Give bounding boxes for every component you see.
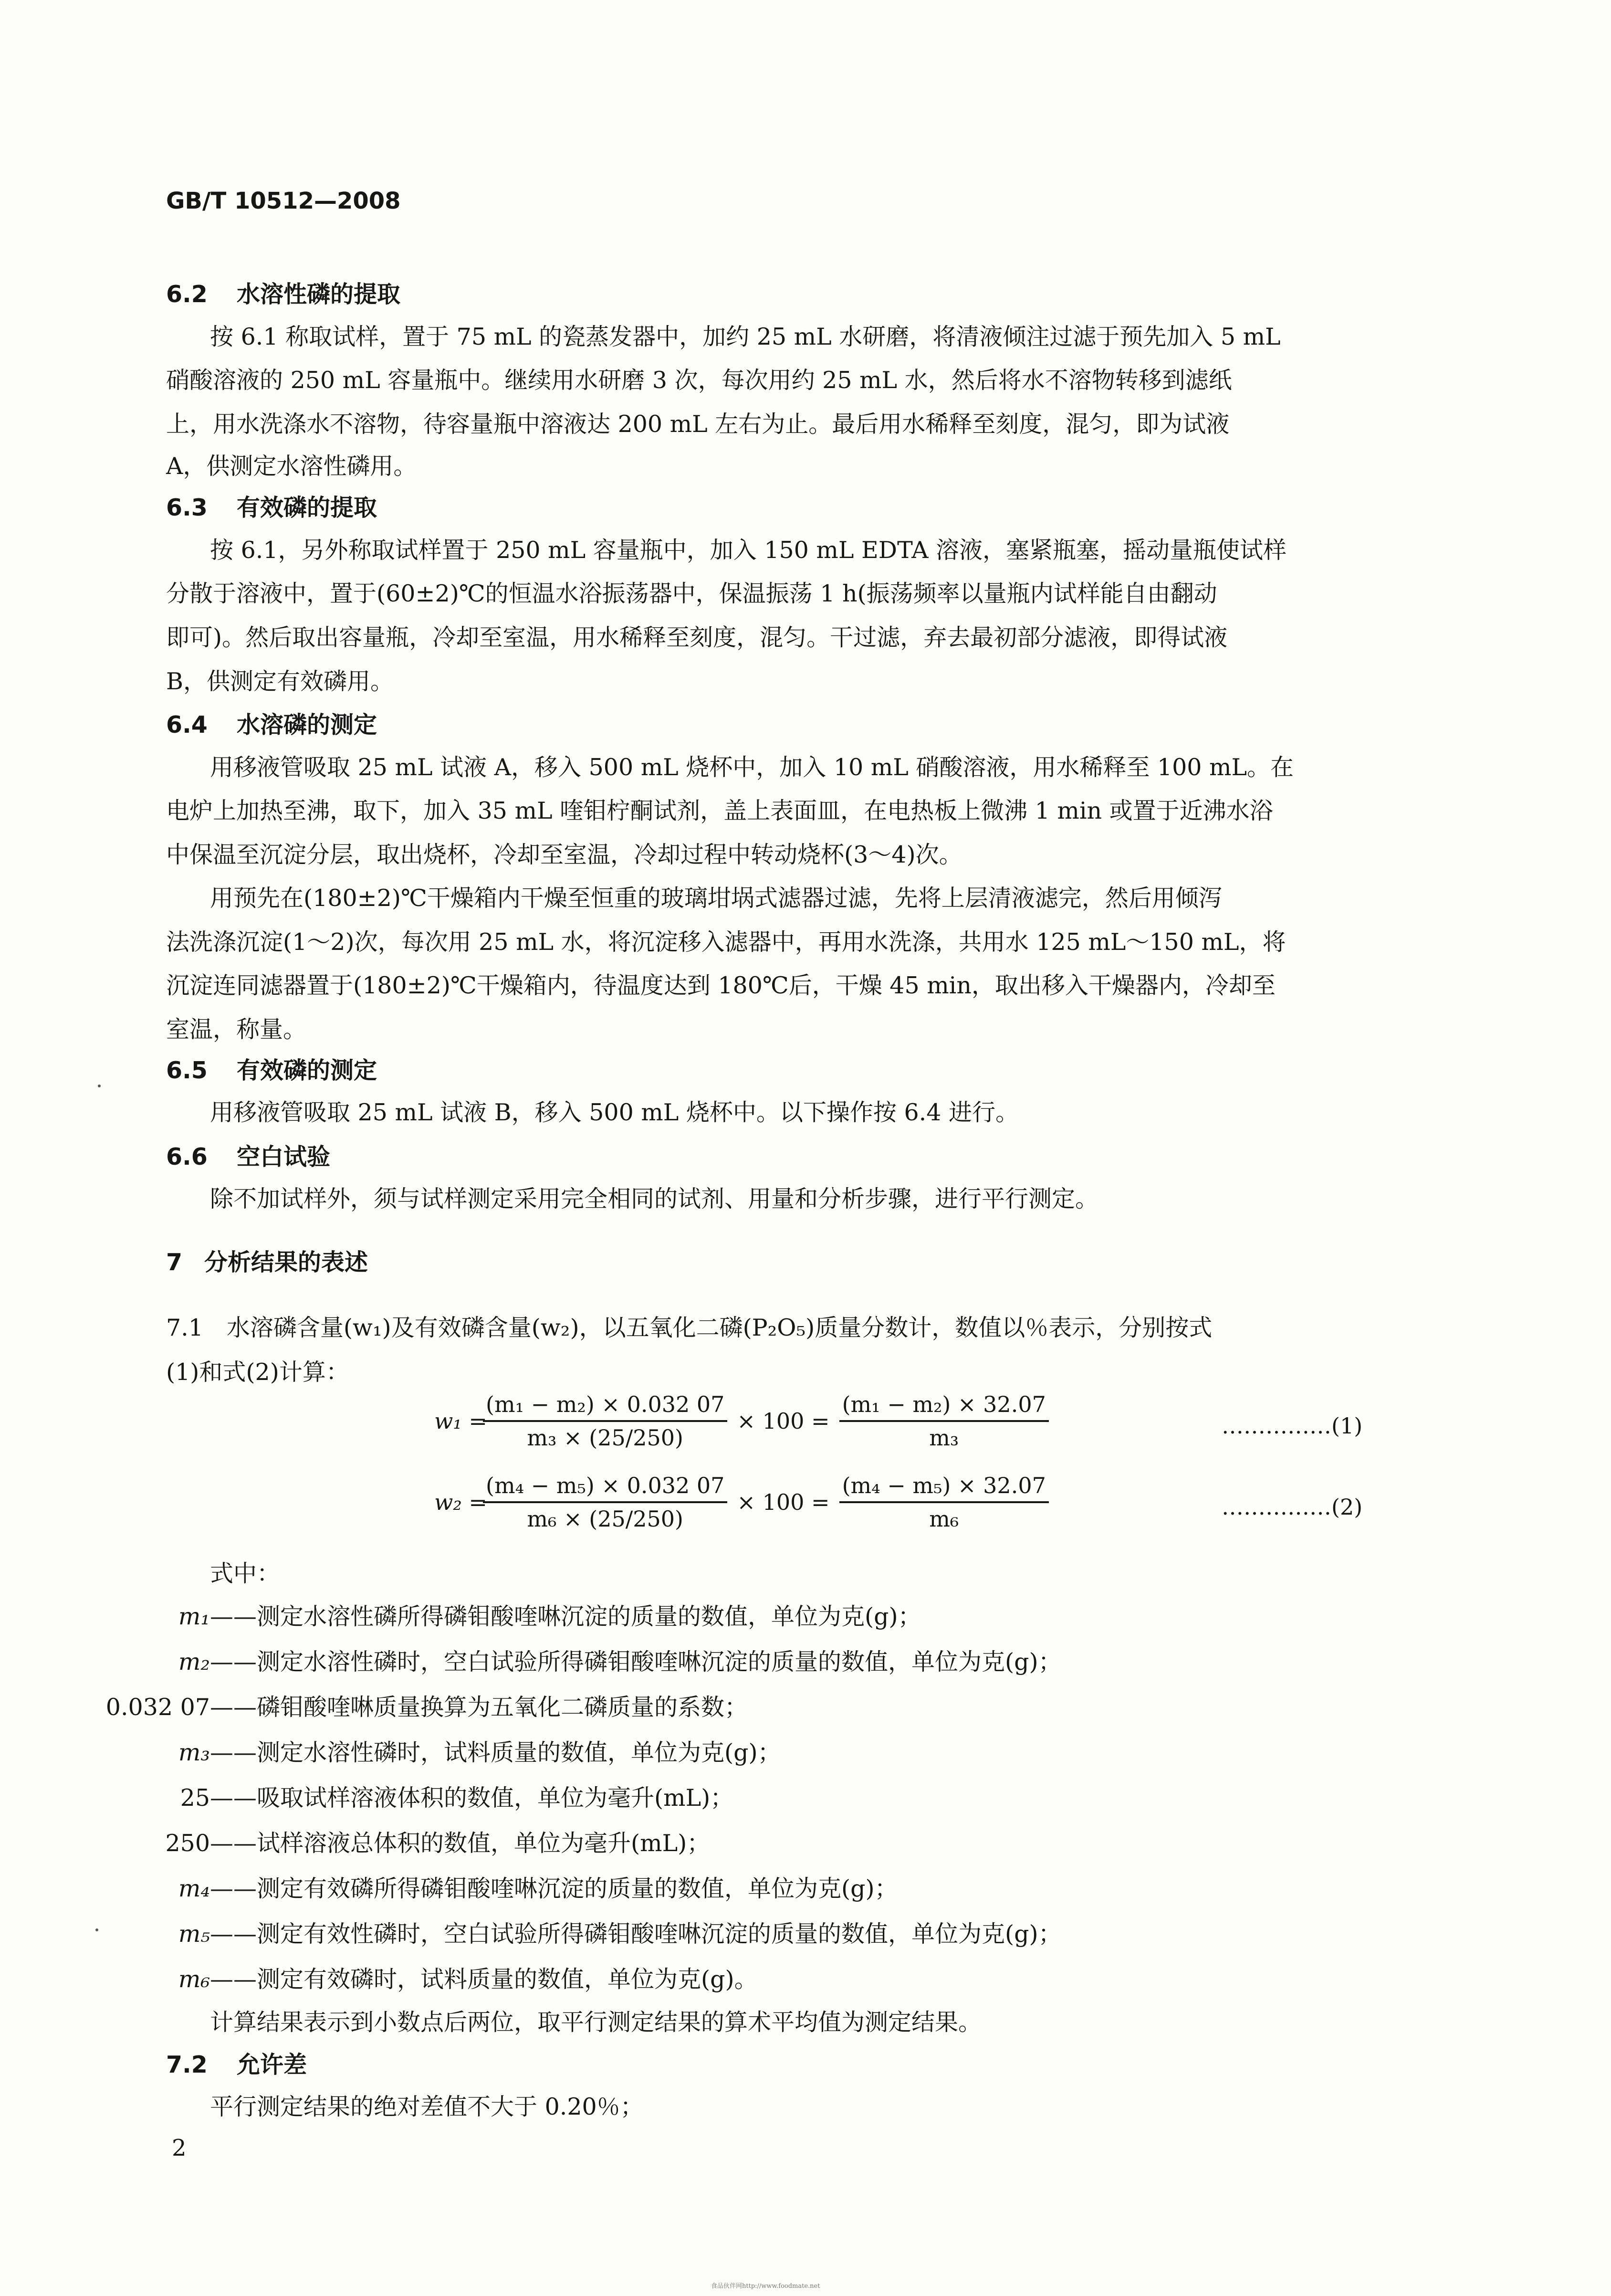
definition-text: ——测定有效性磷时，空白试验所得磷钼酸喹啉沉淀的质量的数值，单位为克(g)； (210, 1920, 1062, 1948)
symbol: m₆ (178, 1966, 210, 1993)
section-title: 水溶性磷的提取 (237, 281, 401, 308)
equation-number: ……………(2) (1222, 1494, 1363, 1520)
definition-row (29, 1916, 1062, 1949)
symbol: 250 (165, 1830, 210, 1857)
page-number: 2 (172, 2135, 187, 2161)
definition-row (29, 1643, 1062, 1677)
standard-number: GB/T 10512—2008 (166, 188, 401, 214)
section-title: 水溶磷的测定 (237, 711, 377, 738)
text-line: 中保温至沉淀分层，取出烧杯，冷却至室温，冷却过程中转动烧杯(3～4)次。 (166, 841, 962, 868)
section-title: 允许差 (237, 2051, 307, 2078)
text-line: 用移液管吸取 25 mL 试液 B，移入 500 mL 烧杯中。以下操作按 6.4 进行。 (210, 1099, 1019, 1126)
text-line: 电炉上加热至沸，取下，加入 35 mL 喹钼柠酮试剂，盖上表面皿，在电热板上微沸 1 min 或置于近沸水浴 (166, 797, 1273, 824)
formula-lhs: w₂ = (434, 1489, 487, 1515)
definition-row (29, 1825, 710, 1858)
where-label: 式中： (210, 1560, 281, 1587)
denominator: m₃ (929, 1425, 959, 1451)
formula-2 (434, 1473, 1054, 1532)
definition-row (29, 1689, 748, 1722)
symbol: m₁ (178, 1603, 210, 1630)
text-line: 用预先在(180±2)℃干燥箱内干燥至恒重的玻璃坩埚式滤器过滤，先将上层清液滤完，然后用倾泻 (210, 885, 1222, 912)
text-line: 用移液管吸取 25 mL 试液 A，移入 500 mL 烧杯中，加入 10 mL 硝酸溶液，用水稀释至 100 mL。在 (210, 754, 1294, 781)
operator: × 100 = (737, 1489, 830, 1515)
fraction (839, 1473, 1049, 1532)
formula-1 (434, 1391, 1054, 1451)
definition-row (29, 1961, 758, 1994)
section-heading (166, 1244, 368, 1277)
text-line: B，供测定有效磷用。 (166, 668, 394, 695)
section-heading (166, 1052, 377, 1085)
numerator: (m₄ − m₅) × 0.032 07 (483, 1473, 727, 1503)
symbol: m₅ (178, 1920, 210, 1948)
denominator: m₆ (929, 1506, 959, 1532)
text-line: 7.1 水溶磷含量(w₁)及有效磷含量(w₂)，以五氧化二磷(P₂O₅)质量分数计，数值以％表示，分别按式 (166, 1314, 1213, 1341)
text-line: 按 6.1，另外称取试样置于 250 mL 容量瓶中，加入 150 mL EDTA 溶液，塞紧瓶塞，摇动量瓶使试样 (210, 537, 1287, 564)
denominator: m₃ × (25/250) (527, 1425, 683, 1451)
definition-text: ——磷钼酸喹啉质量换算为五氧化二磷质量的系数； (210, 1694, 748, 1721)
definition-text: ——测定水溶性磷所得磷钼酸喹啉沉淀的质量的数值，单位为克(g)； (210, 1603, 921, 1630)
numerator: (m₁ − m₂) × 32.07 (839, 1391, 1049, 1422)
text-line: 室温，称量。 (166, 1016, 307, 1043)
text-line: 按 6.1 称取试样，置于 75 mL 的瓷蒸发器中，加约 25 mL 水研磨，将清液倾注过滤于预先加入 5 mL (210, 323, 1281, 350)
section-number: 7 (166, 1249, 183, 1276)
definition-text: ——测定水溶性磷时，试料质量的数值，单位为克(g)； (210, 1739, 781, 1766)
symbol: 25 (180, 1784, 210, 1812)
text-line: 法洗涤沉淀(1～2)次，每次用 25 mL 水，将沉淀移入滤器中，再用水洗涤，共用水 125 mL～150 mL，将 (166, 928, 1286, 956)
formula-lhs: w₁ = (434, 1408, 487, 1434)
definition-text: ——测定水溶性磷时，空白试验所得磷钼酸喹啉沉淀的质量的数值，单位为克(g)； (210, 1648, 1062, 1675)
conclusion-text: 计算结果表示到小数点后两位，取平行测定结果的算术平均值为测定结果。 (210, 2009, 982, 2036)
symbol: m₃ (178, 1739, 210, 1766)
symbol: m₂ (178, 1648, 210, 1675)
definition-row (29, 1780, 733, 1813)
numerator: (m₁ − m₂) × 0.032 07 (483, 1391, 727, 1422)
definition-row (29, 1598, 921, 1632)
definition-text: ——测定有效磷时，试料质量的数值，单位为克(g)。 (210, 1966, 758, 1993)
definition-text: ——吸取试样溶液体积的数值，单位为毫升(mL)； (210, 1784, 734, 1812)
text-line: 即可)。然后取出容量瓶，冷却至室温，用水稀释至刻度，混匀。干过滤，弃去最初部分滤液，即得试液 (166, 624, 1228, 651)
operator: × 100 = (737, 1408, 830, 1434)
section-number: 6.5 (166, 1057, 208, 1084)
denominator: m₆ × (25/250) (527, 1506, 683, 1532)
definition-row (29, 1870, 898, 1904)
scan-speck (95, 1928, 98, 1931)
fraction (483, 1473, 727, 1532)
text-line: (1)和式(2)计算： (166, 1359, 349, 1386)
section-number: 6.4 (166, 711, 208, 738)
symbol: m₄ (178, 1875, 210, 1902)
fraction (483, 1391, 727, 1451)
section-heading (166, 706, 377, 740)
numerator: (m₄ − m₅) × 32.07 (839, 1473, 1049, 1503)
section-heading (166, 489, 377, 523)
footer-watermark: 食品伙伴网http://www.foodmate.net (711, 2283, 820, 2290)
section-heading (166, 276, 400, 309)
section-title: 分析结果的表述 (204, 1249, 368, 1276)
symbol: 0.032 07 (105, 1694, 210, 1721)
section-heading (166, 2046, 307, 2080)
section-title: 有效磷的提取 (237, 494, 377, 521)
section-heading (166, 1138, 330, 1172)
fraction (839, 1391, 1049, 1451)
text-line: 上，用水洗涤水不溶物，待容量瓶中溶液达 200 mL 左右为止。最后用水稀释至刻度，混匀，即为试液 (166, 411, 1230, 438)
text-line: A，供测定水溶性磷用。 (166, 453, 417, 480)
section-number: 6.2 (166, 281, 208, 308)
text-line: 硝酸溶液的 250 mL 容量瓶中。继续用水研磨 3 次，每次用约 25 mL 水，然后将水不溶物转移到滤纸 (166, 367, 1232, 394)
section-number: 6.6 (166, 1143, 208, 1170)
section-title: 空白试验 (237, 1143, 331, 1170)
text-line: 分散于溶液中，置于(60±2)℃的恒温水浴振荡器中，保温振荡 1 h(振荡频率以量瓶内试样能自由翻动 (166, 580, 1217, 607)
definition-row (29, 1734, 781, 1768)
text-line: 除不加试样外，须与试样测定采用完全相同的试剂、用量和分析步骤，进行平行测定。 (210, 1185, 1099, 1212)
definition-text: ——试样溶液总体积的数值，单位为毫升(mL)； (210, 1830, 711, 1857)
equation-number: ……………(1) (1222, 1413, 1363, 1439)
section-number: 6.3 (166, 494, 208, 521)
scan-speck (98, 1085, 101, 1087)
text-line: 沉淀连同滤器置于(180±2)℃干燥箱内，待温度达到 180℃后，干燥 45 min，取出移入干燥器内，冷却至 (166, 972, 1276, 999)
section-title: 有效磷的测定 (237, 1057, 377, 1084)
section-number: 7.2 (166, 2051, 208, 2078)
definition-text: ——测定有效磷所得磷钼酸喹啉沉淀的质量的数值，单位为克(g)； (210, 1875, 898, 1902)
text-line: 平行测定结果的绝对差值不大于 0.20％； (210, 2093, 644, 2120)
